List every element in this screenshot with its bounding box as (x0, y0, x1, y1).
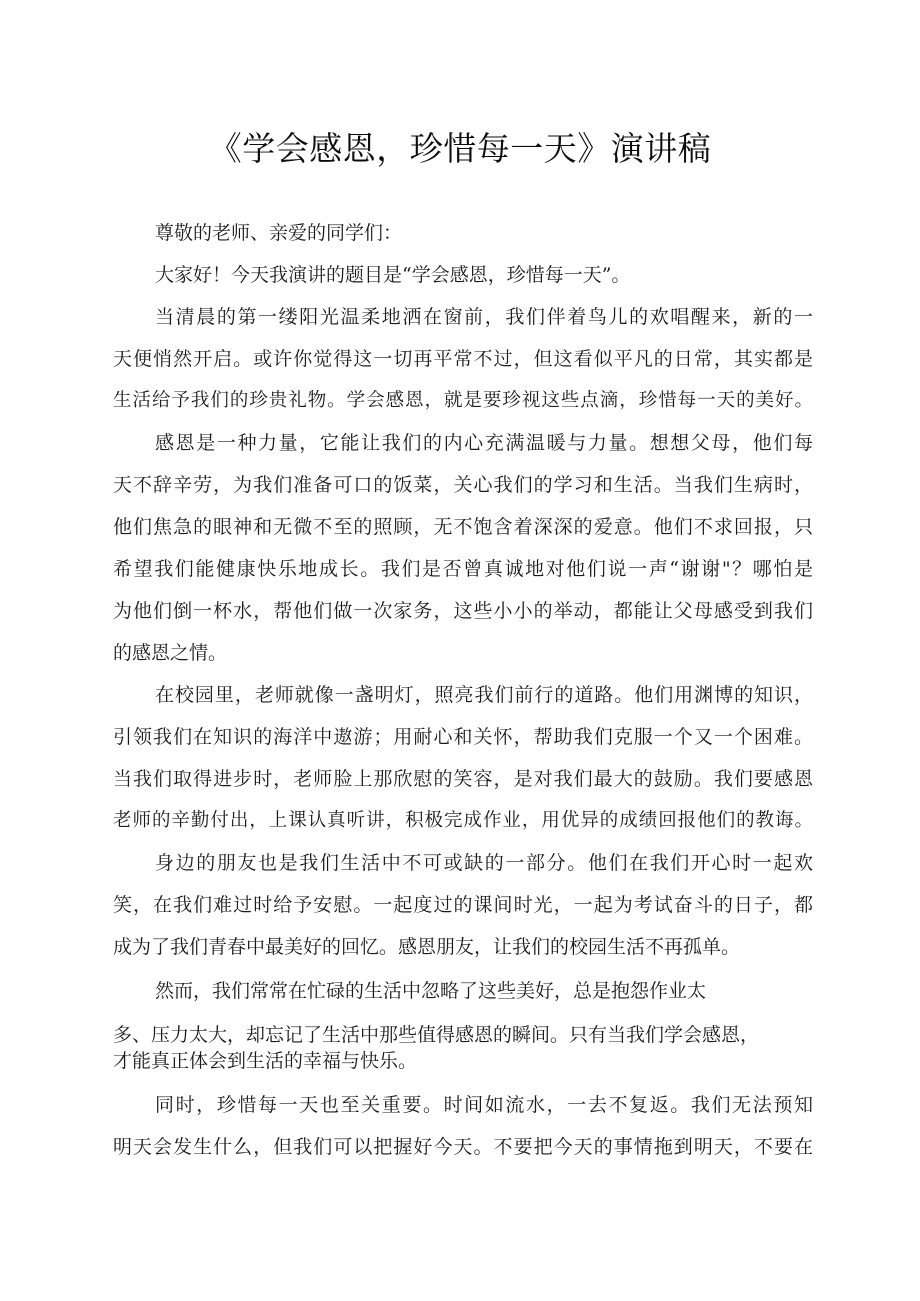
paragraph-line: 引领我们在知识的海洋中遨游；用耐心和关怀，帮助我们克服一个又一个困难。 (113, 726, 813, 748)
paragraph-line: 感恩是一种力量，它能让我们的内心充满温暖与力量。想想父母，他们每 (155, 432, 813, 454)
paragraph-line: 才能真正体会到生活的幸福与快乐。 (113, 1050, 418, 1072)
paragraph-line: 然而，我们常常在忙碌的生活中忽略了这些美好，总是抱怨作业太 (155, 980, 707, 1002)
paragraph-line: 生活给予我们的珍贵礼物。学会感恩，就是要珍视这些点滴，珍惜每一天的美好。 (113, 390, 813, 411)
paragraph-line: 在校园里，老师就像一盏明灯，照亮我们前行的道路。他们用渊博的知识， (155, 684, 813, 706)
paragraph-line: 当我们取得进步时，老师脸上那欣慰的笑容，是对我们最大的鼓励。我们要感恩 (113, 768, 813, 790)
paragraph-line: 天不辞辛劳，为我们准备可口的饭菜，关心我们的学习和生活。当我们生病时， (113, 474, 813, 496)
paragraph-line: 当清晨的第一缕阳光温柔地洒在窗前，我们伴着鸟儿的欢唱醒来，新的一 (155, 306, 813, 328)
paragraph-line: 多、压力太大，却忘记了生活中那些值得感恩的瞬间。只有当我们学会感恩， (113, 1024, 760, 1046)
paragraph-line: 同时，珍惜每一天也至关重要。时间如流水，一去不复返。我们无法预知 (155, 1094, 813, 1116)
paragraph-line: 的感恩之情。 (113, 642, 228, 664)
paragraph-line: 天便悄然开启。或许你觉得这一切再平常不过，但这看似平凡的日常，其实都是 (113, 348, 813, 370)
paragraph-line: 明天会发生什么，但我们可以把握好今天。不要把今天的事情拖到明天，不要在 (113, 1136, 813, 1158)
paragraph-line: 成为了我们青春中最美好的回忆。感恩朋友，让我们的校园生活不再孤单。 (113, 936, 741, 958)
document-title: 《学会感恩，珍惜每一天》演讲稿 (208, 129, 712, 168)
paragraph-line: 希望我们能健康快乐地成长。我们是否曾真诚地对他们说一声“谢谢"？哪怕是 (113, 558, 813, 580)
greeting-line: 大家好！今天我演讲的题目是“学会感恩，珍惜每一天”。 (155, 264, 631, 286)
paragraph-line: 身边的朋友也是我们生活中不可或缺的一部分。他们在我们开心时一起欢 (155, 852, 813, 874)
paragraph-line: 为他们倒一杯水，帮他们做一次家务，这些小小的举动，都能让父母感受到我们 (113, 600, 813, 622)
salutation-line: 尊敬的老师、亲爱的同学们： (155, 222, 403, 244)
paragraph-line: 他们焦急的眼神和无微不至的照顾，无不饱含着深深的爱意。他们不求回报，只 (113, 516, 813, 538)
paragraph-line: 笑，在我们难过时给予安慰。一起度过的课间时光，一起为考试奋斗的日子，都 (113, 894, 813, 916)
paragraph-line: 老师的辛勤付出，上课认真听讲，积极完成作业，用优异的成绩回报他们的教诲。 (113, 810, 813, 831)
